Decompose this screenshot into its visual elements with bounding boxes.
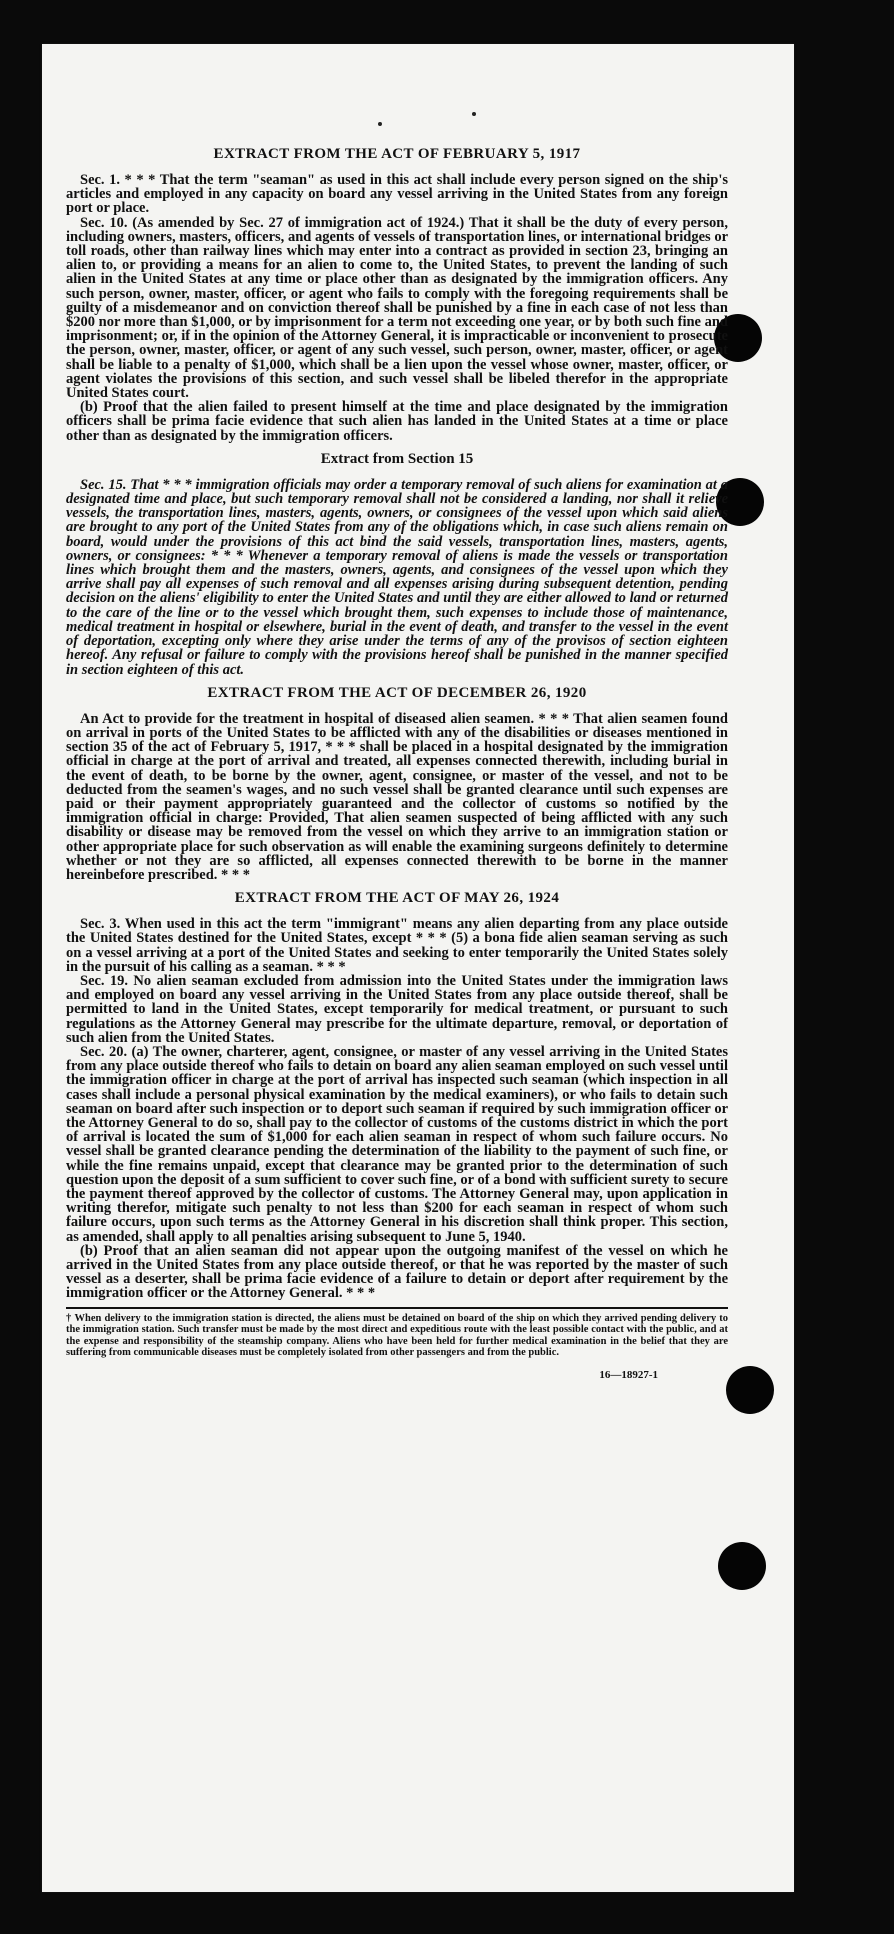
punch-hole [726, 1366, 774, 1414]
paragraph-sec-20-a: Sec. 20. (a) The owner, charterer, agent, consignee, or master of any vessel arriving in the United States from any place outside thereof who fails to detain on board any alien seaman employed on such vessel until the immigration officer in charge at the port of arrival has inspected such seaman (which inspection in all cases shall include a personal physical examination by the medical examiners), or who fails to detain such seaman on board after such inspection or to deport such seaman if required by such immigration officer or the Attorney General to do so, shall pay to the collector of customs of the customs district in which the port of arrival is located the sum of $1,000 for each alien seaman in respect of whom such failure occurs. No vessel shall be granted clearance pending the determination of the liability to the payment of such fine, or while the fine remains unpaid, except that clearance may be granted prior to the determination of such question upon the deposit of a sum sufficient to cover such fine, or of a bond with sufficient surety to secure the payment thereof approved by the collector of customs. The Attorney General may, upon application in writing therefor, mitigate such penalty to not less than $200 for each seaman in respect of whom such failure occurs, upon such terms as the Attorney General in his discretion shall think proper. This section, as amended, shall apply to all penalties arising subsequent to June 5, 1940. [66, 1043, 728, 1245]
paragraph-sec-15: Sec. 15. That * * * immigration officials may order a temporary removal of such aliens for examination at a designated time and place, but such temporary removal shall not be considered a landing, nor shall it relieve vessels, the transportation lines, masters, agents, owners, or consignees of the vessel upon which said aliens are brought to any port of the United States from any of the obligations which, in case such aliens remain on board, would under the provisions of this act bind the said vessels, transportation lines, masters, agents, owners, or consignees: * * * Whenever a temporary removal of aliens is made the vessels or transportation lines which brought them and the masters, owners, agents, and consignees of the vessel upon which they arrive shall pay all expenses of such removal and all expenses arising during subsequent detention, pending decision on the aliens' eligibility to enter the United States and until they are either allowed to land or returned to the care of the line or to the vessel which brought them, such expenses to include those of maintenance, medical treatment in hospital or elsewhere, burial in the event of death, and transfer to the vessel in the event of deportation, excepting only where they arise under the terms of any of the provisos of section eighteen hereof. Any refusal or failure to comply with the provisions hereof shall be punished in the manner specified in section eighteen of this act. [66, 476, 728, 678]
section-title-sec-15: Extract from Section 15 [320, 450, 474, 467]
paragraph-sec-1: Sec. 1. * * * That the term "seaman" as used in this act shall include every person signed on the ship's articles and employed in any capacity on board any vessel arriving in the United States from any foreign port or place. [66, 172, 728, 217]
paper-speck [378, 122, 382, 126]
punch-hole [718, 1542, 766, 1590]
paragraph-sec-19: Sec. 19. No alien seaman excluded from admission into the United States under the immigration laws and employed on board any vessel arriving in the United States from any place outside thereof, shall be permitted to land in the United States, except temporarily for medical treatment, or pursuant to such regulations as the Attorney General may prescribe for the ultimate departure, removal, or deportation of such alien from the United States. [66, 972, 728, 1046]
footnote-text: † When delivery to the immigration station is directed, the aliens must be detained on board of the ship on which they arrived pending delivery to the immigration station. Such transfer must be made by the most direct and expeditious route with the least possible contact with the public, and at the expense and responsibility of the steamship company. Aliens who have been held for further medical examination in the belief that they are suffering from communicable diseases must be completely isolated from other passengers and from the public. [66, 1312, 728, 1359]
paragraph-act-dec-1920: An Act to provide for the treatment in hospital of diseased alien seamen. * * * That alien seamen found on arrival in ports of the United States to be afflicted with any of the disabilities or diseases mentioned in section 35 of the act of February 5, 1917, * * * shall be placed in a hospital designated by the immigration official in charge at the port of arrival and treated, all expenses connected therewith, including burial in the event of death, to be borne by the owner, agent, consignee, or master of the vessel, and not to be deducted from the seamen's wages, and no such vessel shall be granted clearance until such expenses are paid or their payment appropriately guaranteed and the collector of customs so notified by the immigration official in charge: Provided, That alien seamen suspected of being afflicted with any such disability or disease may be removed from the vessel on which they arrive to an immigration station or other appropriate place for such observation as will enable the examining surgeons definitely to determine whether or not they are so afflicted, all expenses connected therewith to be borne in the manner hereinbefore prescribed. * * * [66, 710, 728, 883]
paper-speck [472, 112, 476, 116]
footnote-divider [66, 1307, 728, 1309]
paragraph-sec-10-b: (b) Proof that the alien failed to present himself at the time and place designated by the immigration officers shall be prima facie evidence that such alien has landed in the United States at a time or place other than as designated by the immigration officers. [66, 399, 728, 444]
paragraph-sec-10: Sec. 10. (As amended by Sec. 27 of immigration act of 1924.) That it shall be the duty of every person, including owners, masters, officers, and agents of vessels of transportation lines, or international bridges or toll roads, other than railway lines which may enter into a contract as provided in section 23, bringing an alien to, or providing a means for an alien to come to, the United States, to prevent the landing of such alien in the United States at any time or place other than as designated by the immigration officers. Any such person, owner, master, officer, or agent who fails to comply with the foregoing requirements shall be guilty of a misdemeanor and on conviction thereof shall be punished by a fine in each case of not less than $200 nor more than $1,000, or by imprisonment for a term not exceeding one year, or by both such fine and imprisonment; or, if in the opinion of the Attorney General, it is impracticable or inconvenient to prosecute the person, owner, master, officer, or agent of any such vessel, such person, owner, master, officer, or agent shall be liable to a penalty of $1,000, which shall be a lien upon the vessel whose owner, master, officer, or agent violates the provisions of this section, and such vessel shall be libeled therefor in the appropriate United States court. [66, 214, 728, 402]
footnote [66, 1313, 728, 1359]
section-title-may-1924: EXTRACT FROM THE ACT OF MAY 26, 1924 [234, 890, 560, 907]
form-number: 16—18927-1 [599, 1368, 658, 1381]
paragraph-sec-20-b: (b) Proof that an alien seaman did not appear upon the outgoing manifest of the vessel on which he arrived in the United States from any place outside thereof, or that he was reported by the master of such vessel as a deserter, shall be prima facie evidence of a failure to detain or deport after requirement by the immigration officer or the Attorney General. * * * [66, 1242, 728, 1302]
section-title-dec-1920: EXTRACT FROM THE ACT OF DECEMBER 26, 1920 [207, 684, 587, 701]
paragraph-sec-3: Sec. 3. When used in this act the term "immigrant" means any alien departing from any place outside the United States destined for the United States, except * * * (5) a bona fide alien seaman serving as such on a vessel arriving at a port of the United States and seeking to enter temporarily the United States solely in the pursuit of his calling as a seaman. * * * [66, 916, 728, 975]
section-title-feb-1917: EXTRACT FROM THE ACT OF FEBRUARY 5, 1917 [213, 146, 581, 162]
document-text [66, 146, 728, 1381]
